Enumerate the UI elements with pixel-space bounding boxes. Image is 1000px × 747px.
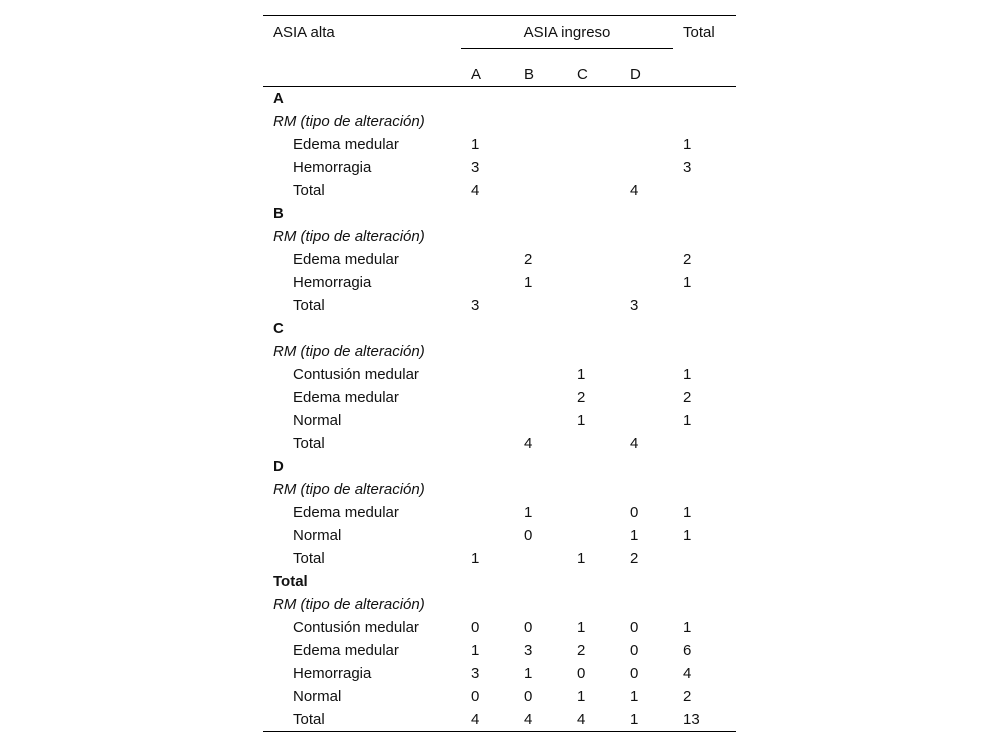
cell-value: 1: [577, 688, 586, 705]
cell-value: 1: [524, 274, 533, 291]
table-row: [263, 317, 736, 340]
cell-value: 1: [577, 412, 586, 429]
cell-value: [567, 156, 620, 179]
table-row: [263, 248, 736, 271]
cell-value: 1: [630, 688, 639, 705]
cell-value: [620, 156, 673, 179]
table-row: [263, 202, 736, 225]
cell-value: [514, 409, 567, 432]
data-table: [263, 15, 736, 732]
cell-value: [620, 455, 673, 478]
cell-value: [620, 87, 673, 111]
table-row: [263, 570, 736, 593]
table-row: [263, 363, 736, 386]
cell-value: 4: [471, 182, 480, 199]
cell-value: 0: [471, 688, 480, 705]
table-row: [263, 478, 736, 501]
cell-value: [461, 225, 514, 248]
cell-total: [673, 110, 736, 133]
cell-value: 3: [524, 642, 533, 659]
cell-value: [567, 225, 620, 248]
header-empty: [673, 56, 736, 87]
group-label: Total: [273, 573, 308, 590]
cell-value: 1: [471, 642, 480, 659]
cell-value: 1: [471, 136, 480, 153]
row-label: Hemorragia: [293, 159, 372, 176]
cell-total: 4: [683, 665, 692, 682]
table-row: [263, 593, 736, 616]
cell-value: 1: [620, 708, 673, 732]
cell-value: [514, 455, 567, 478]
cell-value: 3: [630, 297, 639, 314]
table-row: [263, 179, 736, 202]
row-label: Edema medular: [293, 251, 399, 268]
cell-value: 4: [567, 708, 620, 732]
cell-total: [673, 294, 736, 317]
table-row: [263, 87, 736, 111]
cell-value: 2: [577, 642, 586, 659]
cell-value: [514, 340, 567, 363]
cell-value: 4: [514, 708, 567, 732]
table-row: [263, 340, 736, 363]
cell-total: [673, 225, 736, 248]
cell-value: 3: [471, 159, 480, 176]
table-row: [263, 685, 736, 708]
cell-value: [514, 317, 567, 340]
table-row: [263, 639, 736, 662]
cell-value: [461, 570, 514, 593]
cell-total: [673, 455, 736, 478]
row-label: Contusión medular: [293, 366, 419, 383]
header-col-d: D: [630, 65, 641, 83]
cell-value: [620, 110, 673, 133]
cell-value: 0: [630, 665, 639, 682]
cell-value: [514, 570, 567, 593]
row-label: Total: [293, 297, 325, 314]
cell-value: [620, 271, 673, 294]
cell-value: [514, 547, 567, 570]
cell-value: [567, 248, 620, 271]
header-col-a: A: [471, 65, 482, 83]
cell-value: [461, 432, 514, 455]
table-row: [263, 271, 736, 294]
cell-value: 0: [471, 619, 480, 636]
row-label: Total: [293, 550, 325, 567]
cell-value: [461, 110, 514, 133]
table-row: [263, 110, 736, 133]
cell-total: 1: [683, 527, 692, 544]
cell-value: 4: [630, 435, 639, 452]
table-row: [263, 708, 736, 732]
cell-value: [461, 386, 514, 409]
row-label: Normal: [293, 688, 342, 705]
cell-value: [514, 156, 567, 179]
row-label: Hemorragia: [293, 274, 372, 291]
cell-value: [514, 225, 567, 248]
cell-total: [673, 432, 736, 455]
category-label: RM (tipo de alteración): [273, 113, 425, 130]
cell-value: [514, 294, 567, 317]
cell-total: [673, 478, 736, 501]
header-col-b: B: [524, 65, 535, 83]
cell-value: [567, 524, 620, 547]
cell-total: 1: [683, 274, 692, 291]
cell-value: [514, 87, 567, 111]
cell-value: 4: [461, 708, 514, 732]
cell-value: [461, 317, 514, 340]
cell-value: 1: [577, 619, 586, 636]
header-total: Total: [673, 16, 736, 57]
cell-total: 1: [683, 619, 692, 636]
cell-total: 2: [683, 389, 692, 406]
cell-total: 2: [683, 688, 692, 705]
table-row: [263, 662, 736, 685]
cell-value: [514, 202, 567, 225]
cell-value: 0: [524, 688, 533, 705]
row-label: Edema medular: [293, 642, 399, 659]
table-row: [263, 455, 736, 478]
cell-value: [461, 202, 514, 225]
row-label: Total: [293, 435, 325, 452]
cell-value: [567, 271, 620, 294]
row-label: Normal: [293, 527, 342, 544]
cell-value: [567, 340, 620, 363]
category-label: RM (tipo de alteración): [273, 228, 425, 245]
cell-value: 2: [524, 251, 533, 268]
cell-value: [620, 225, 673, 248]
cell-value: [620, 593, 673, 616]
cell-total: [673, 179, 736, 202]
header-col-c: C: [577, 65, 588, 83]
cell-value: 0: [524, 619, 533, 636]
cell-total: [673, 547, 736, 570]
cell-value: [567, 593, 620, 616]
cell-value: [461, 340, 514, 363]
row-label: Edema medular: [293, 504, 399, 521]
cell-total: 6: [683, 642, 692, 659]
group-label: D: [273, 458, 284, 475]
table-row: [263, 432, 736, 455]
cell-value: [620, 317, 673, 340]
table-row: [263, 501, 736, 524]
cell-value: [514, 110, 567, 133]
cell-value: [461, 248, 514, 271]
cell-total: [673, 202, 736, 225]
cell-value: [461, 478, 514, 501]
cell-value: 1: [577, 366, 586, 383]
row-label: Edema medular: [293, 136, 399, 153]
cell-total: 2: [683, 251, 692, 268]
table-row: [263, 133, 736, 156]
cell-value: [567, 110, 620, 133]
cell-value: [567, 455, 620, 478]
row-label: Hemorragia: [293, 665, 372, 682]
cell-total: 3: [683, 159, 692, 176]
cell-value: [620, 248, 673, 271]
cell-value: [514, 478, 567, 501]
cell-total: 1: [683, 504, 692, 521]
cell-total: 13: [673, 708, 736, 732]
cell-value: [567, 179, 620, 202]
cell-value: [620, 133, 673, 156]
cell-value: [514, 363, 567, 386]
table-row: [263, 156, 736, 179]
table-row: [263, 547, 736, 570]
cell-value: [620, 363, 673, 386]
cell-value: [461, 271, 514, 294]
table-row: [263, 524, 736, 547]
table-row: [263, 294, 736, 317]
cell-total: 1: [683, 366, 692, 383]
row-label: Total: [293, 182, 325, 199]
cell-value: [620, 409, 673, 432]
cell-total: [673, 87, 736, 111]
cell-value: 0: [630, 642, 639, 659]
cell-value: [461, 87, 514, 111]
cell-value: [567, 432, 620, 455]
cell-value: [620, 570, 673, 593]
category-label: RM (tipo de alteración): [273, 596, 425, 613]
cell-value: [567, 501, 620, 524]
cell-value: [461, 524, 514, 547]
header-asia-alta: ASIA alta: [263, 16, 461, 57]
cell-value: 4: [630, 182, 639, 199]
category-label: RM (tipo de alteración): [273, 343, 425, 360]
cell-value: [567, 478, 620, 501]
cell-total: [673, 570, 736, 593]
table-row: [263, 409, 736, 432]
cell-total: [673, 593, 736, 616]
row-label: Edema medular: [293, 389, 399, 406]
cell-value: 3: [471, 665, 480, 682]
cell-value: [514, 386, 567, 409]
group-label: C: [273, 320, 284, 337]
cell-value: [567, 317, 620, 340]
cell-value: 0: [577, 665, 586, 682]
category-label: RM (tipo de alteración): [273, 481, 425, 498]
cell-value: 1: [577, 550, 586, 567]
cell-value: [461, 409, 514, 432]
row-label: Normal: [293, 412, 342, 429]
cell-value: [567, 294, 620, 317]
cell-total: 1: [683, 136, 692, 153]
cell-value: [461, 501, 514, 524]
table-row: [263, 386, 736, 409]
cell-value: 1: [630, 527, 639, 544]
cell-value: [567, 202, 620, 225]
cell-value: [514, 179, 567, 202]
table-row: [263, 225, 736, 248]
group-label: A: [273, 90, 284, 107]
cell-value: [567, 87, 620, 111]
cell-value: 1: [524, 504, 533, 521]
cell-value: [567, 133, 620, 156]
row-label: Contusión medular: [293, 619, 419, 636]
header-asia-ingreso-label: ASIA ingreso: [461, 24, 673, 49]
cell-value: 0: [630, 619, 639, 636]
cell-value: [620, 202, 673, 225]
cell-value: [461, 455, 514, 478]
cell-value: [620, 340, 673, 363]
group-label: B: [273, 205, 284, 222]
cell-total: [673, 340, 736, 363]
cell-value: 3: [471, 297, 480, 314]
cell-value: [461, 363, 514, 386]
header-asia-ingreso: [461, 16, 673, 57]
header-empty: [263, 56, 461, 87]
cell-value: 0: [630, 504, 639, 521]
cell-total: [673, 317, 736, 340]
cell-value: [620, 478, 673, 501]
table-row: [263, 616, 736, 639]
row-label: Total: [263, 708, 461, 732]
cell-value: 2: [630, 550, 639, 567]
cell-value: 1: [471, 550, 480, 567]
cell-value: 4: [524, 435, 533, 452]
cell-value: 1: [524, 665, 533, 682]
table-body: [263, 87, 736, 732]
cell-value: [514, 593, 567, 616]
cell-value: 0: [524, 527, 533, 544]
cell-value: 2: [577, 389, 586, 406]
cell-total: 1: [683, 412, 692, 429]
cell-value: [567, 570, 620, 593]
cell-value: [514, 133, 567, 156]
cell-value: [461, 593, 514, 616]
cell-value: [620, 386, 673, 409]
